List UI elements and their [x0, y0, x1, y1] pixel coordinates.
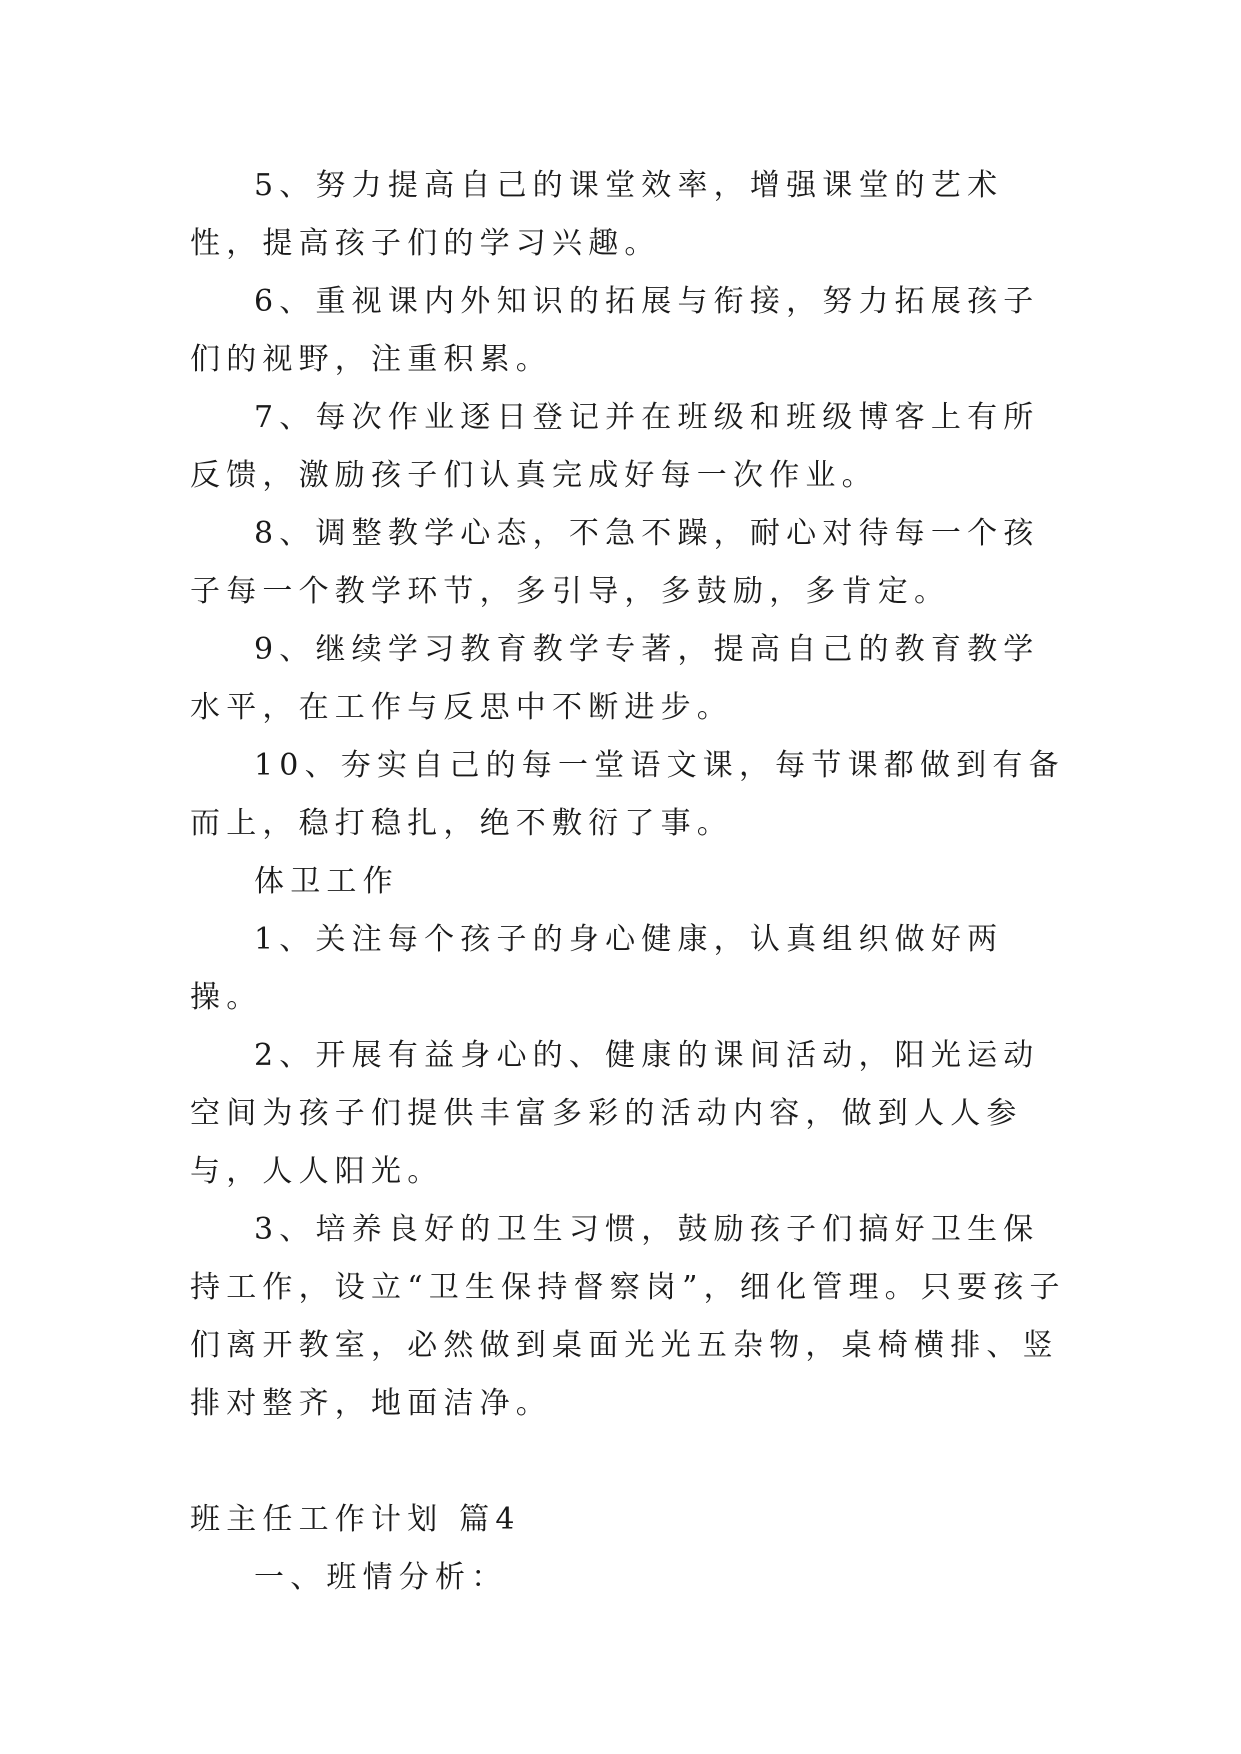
health-work-heading: 体卫工作	[254, 864, 399, 899]
paragraph-item-5: 5、努力提高自己的课堂效率，增强课堂的艺术性，提高孩子们的学习兴趣。	[190, 168, 1004, 261]
paragraph-item-10: 10、夯实自己的每一堂语文课，每节课都做到有备而上，稳打稳扎，绝不敷衍了事。	[190, 748, 1065, 841]
paragraph-item-9: 9、继续学习教育教学专著，提高自己的教育教学水平，在工作与反思中不断进步。	[190, 632, 1040, 725]
paragraph-item-8: 8、调整教学心态，不急不躁，耐心对待每一个孩子每一个教学环节，多引导，多鼓励，多肯定。	[190, 516, 1040, 609]
section-title: 班主任工作计划 篇4	[190, 1502, 521, 1537]
health-item-3: 3、培养良好的卫生习惯，鼓励孩子们搞好卫生保持工作，设立“卫生保持督察岗”，细化管理。只要孩子们离开教室，必然做到桌面光光五杂物，桌椅横排、竖排对整齐，地面洁净。	[190, 1212, 1066, 1421]
health-item-1: 1、关注每个孩子的身心健康，认真组织做好两操。	[190, 922, 1004, 1015]
paragraph-item-7: 7、每次作业逐日登记并在班级和班级博客上有所反馈，激励孩子们认真完成好每一次作业。	[190, 400, 1040, 493]
health-item-2: 2、开展有益身心的、健康的课间活动，阳光运动空间为孩子们提供丰富多彩的活动内容，做到人人参与，人人阳光。	[190, 1038, 1040, 1189]
document-page	[190, 157, 1070, 1607]
class-analysis-heading: 一、班情分析：	[254, 1560, 508, 1595]
paragraph-item-6: 6、重视课内外知识的拓展与衔接，努力拓展孩子们的视野，注重积累。	[190, 284, 1040, 377]
